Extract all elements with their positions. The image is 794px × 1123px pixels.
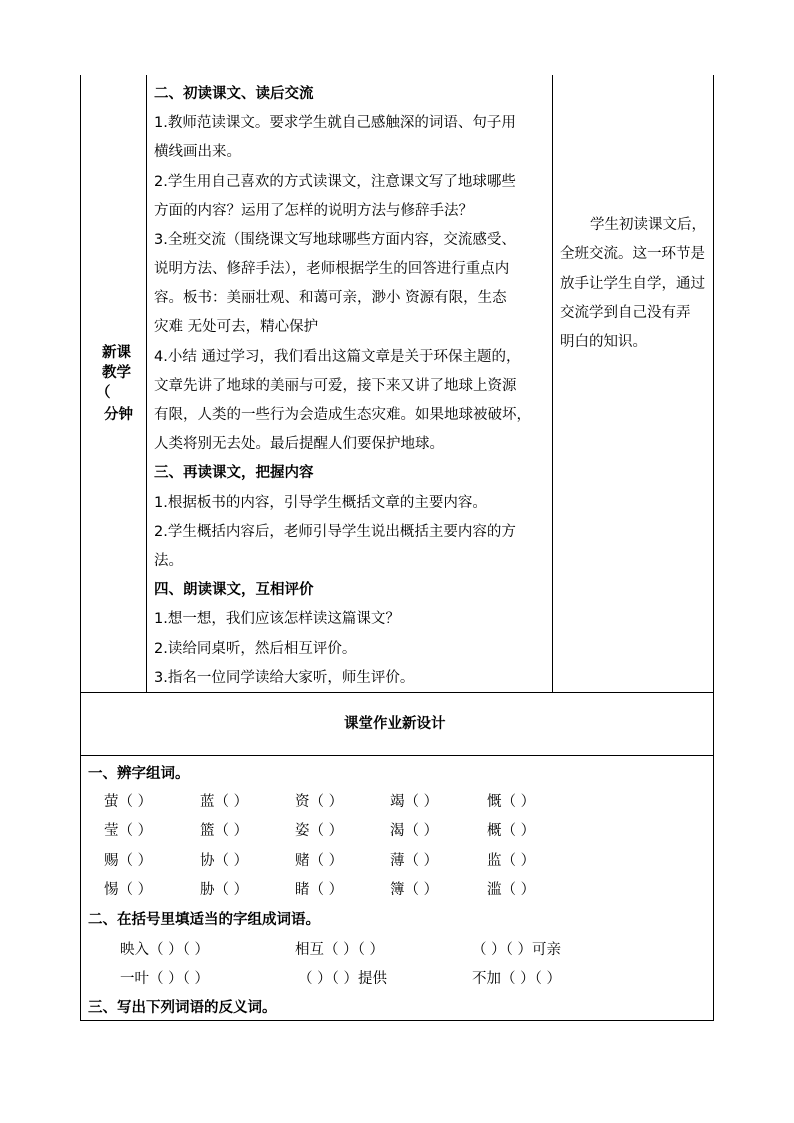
lesson-line: 法。 — [154, 553, 183, 569]
char-cell: 竭（ ） — [390, 794, 439, 810]
lesson-heading: 三、再读课文，把握内容 — [154, 465, 314, 481]
table-border-bottom — [80, 1020, 714, 1021]
lesson-line: 2.学生用自己喜欢的方式读课文，注意课文写了地球哪些 — [154, 174, 516, 190]
lesson-heading: 二、初读课文、读后交流 — [154, 86, 314, 102]
lesson-line: 1.根据板书的内容，引导学生概括文章的主要内容。 — [154, 495, 487, 511]
char-cell: 薄（ ） — [390, 853, 439, 869]
label-line: 新课 — [102, 345, 131, 361]
homework-title: 课堂作业新设计 — [344, 716, 446, 732]
char-cell: 滥（ ） — [487, 882, 536, 898]
note-line: 交流学到自己没有弄 — [560, 305, 691, 321]
column-divider-1 — [146, 75, 147, 692]
note-line: 全班交流。这一环节是 — [560, 246, 705, 262]
label-line: 分钟 — [104, 407, 133, 423]
char-cell: 渴（ ） — [390, 823, 439, 839]
column-divider-2 — [552, 75, 553, 692]
label-line: （ — [96, 385, 111, 401]
lesson-heading: 四、朗读课文，互相评价 — [154, 582, 314, 598]
lesson-line: 4.小结 通过学习，我们看出这篇文章是关于环保主题的， — [154, 349, 521, 365]
char-cell: 慨（ ） — [487, 794, 536, 810]
label-line: 教学 — [102, 365, 131, 381]
lesson-line: 2.读给同桌听，然后相互评价。 — [154, 641, 357, 657]
char-cell: 惕（ ） — [104, 882, 153, 898]
table-border-left — [80, 75, 81, 1021]
char-cell: 姿（ ） — [295, 823, 344, 839]
lesson-line: 方面的内容？运用了怎样的说明方法与修辞手法？ — [154, 203, 473, 219]
fill-cell: 映入（ ）（ ） — [120, 942, 209, 958]
fill-cell: （ ）（ ）提供 — [298, 971, 387, 987]
char-cell: 篮（ ） — [200, 823, 249, 839]
char-cell: 睹（ ） — [295, 882, 344, 898]
fill-cell: 一叶（ ）（ ） — [120, 971, 209, 987]
note-line: 明白的知识。 — [560, 334, 647, 350]
char-cell: 赐（ ） — [104, 853, 153, 869]
section-3-title: 三、写出下列词语的反义词。 — [88, 1000, 277, 1016]
char-cell: 萤（ ） — [104, 794, 153, 810]
lesson-line: 有限，人类的一些行为会造成生态灾难。如果地球被破坏， — [154, 407, 531, 423]
char-cell: 资（ ） — [295, 794, 344, 810]
table-border-right — [713, 75, 714, 1021]
row-divider-2 — [80, 755, 714, 756]
lesson-line: 1.教师范读课文。要求学生就自己感触深的词语、句子用 — [154, 115, 516, 131]
char-cell: 莹（ ） — [104, 823, 153, 839]
lesson-line: 文章先讲了地球的美丽与可爱，接下来又讲了地球上资源 — [154, 378, 517, 394]
note-line: 学生初读课文后， — [590, 217, 706, 233]
char-cell: 蓝（ ） — [200, 794, 249, 810]
lesson-line: 容。板书：美丽壮观、和蔼可亲，渺小 资源有限，生态 — [154, 290, 507, 306]
char-cell: 簿（ ） — [390, 882, 439, 898]
lesson-line: 灾难 无处可去，精心保护 — [154, 319, 319, 335]
char-cell: 概（ ） — [487, 823, 536, 839]
lesson-line: 3.指名一位同学读给大家听，师生评价。 — [154, 670, 415, 686]
section-1-title: 一、辨字组词。 — [88, 766, 190, 782]
char-cell: 协（ ） — [200, 853, 249, 869]
lesson-line: 人类将别无去处。最后提醒人们要保护地球。 — [154, 436, 444, 452]
fill-cell: 相互（ ）（ ） — [295, 942, 384, 958]
lesson-line: 1.想一想，我们应该怎样读这篇课文？ — [154, 611, 400, 627]
note-line: 放手让学生自学，通过 — [560, 276, 705, 292]
fill-cell: （ ）（ ）可亲 — [472, 942, 561, 958]
lesson-line: 3.全班交流（围绕课文写地球哪些方面内容，交流感受、 — [154, 232, 516, 248]
char-cell: 胁（ ） — [200, 882, 249, 898]
lesson-line: 2.学生概括内容后，老师引导学生说出概括主要内容的方 — [154, 524, 516, 540]
section-2-title: 二、在括号里填适当的字组成词语。 — [88, 912, 320, 928]
char-cell: 赌（ ） — [295, 853, 344, 869]
fill-cell: 不加（ ）（ ） — [472, 971, 561, 987]
row-divider-1 — [80, 692, 714, 693]
lesson-line: 说明方法、修辞手法），老师根据学生的回答进行重点内 — [154, 261, 510, 277]
char-cell: 监（ ） — [487, 853, 536, 869]
lesson-line: 横线画出来。 — [154, 144, 241, 160]
